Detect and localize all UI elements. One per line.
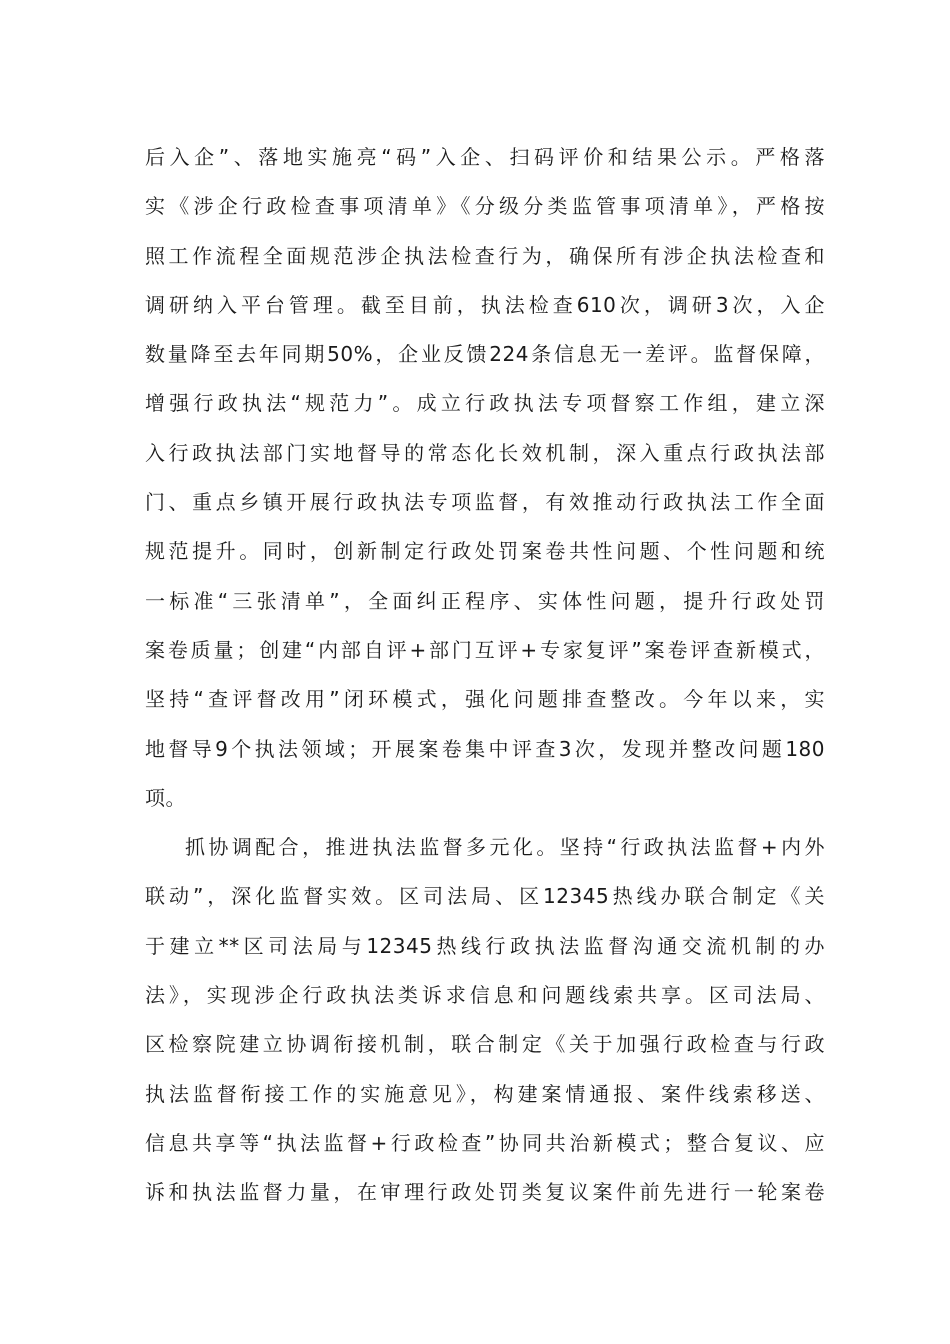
body-text: [145, 133, 825, 1218]
paragraph-2-line: 执法监督衔接工作的实施意见》，构建案情通报、案件线索移送、: [145, 1081, 825, 1106]
paragraph-1-line: 调研纳入平台管理。截至目前，执法检查610次，调研3次，入企: [145, 292, 825, 317]
paragraph-2-line: 联动”，深化监督实效。区司法局、区12345热线办联合制定《关: [145, 884, 825, 909]
paragraph-1-line: 案卷质量；创建“内部自评+部门互评+专家复评”案卷评查新模式，: [145, 637, 825, 662]
paragraph-1-line: 规范提升。同时，创新制定行政处罚案卷共性问题、个性问题和统: [145, 539, 825, 564]
paragraph-2-line: 抓协调配合，推进执法监督多元化。坚持“行政执法监督+内外: [185, 835, 825, 860]
paragraph-1-line: 实《涉企行政检查事项清单》《分级分类监管事项清单》，严格按: [145, 194, 825, 219]
paragraph-1-line: 后入企”、落地实施亮“码”入企、扫码评价和结果公示。严格落: [145, 145, 825, 169]
paragraph-1-line: 入行政执法部门实地督导的常态化长效机制，深入重点行政执法部: [145, 440, 825, 465]
paragraph-2-line: 信息共享等“执法监督+行政检查”协同共治新模式；整合复议、应: [145, 1130, 825, 1155]
paragraph-2-line: 法》，实现涉企行政执法类诉求信息和问题线索共享。区司法局、: [145, 983, 825, 1008]
paragraph-1-line: 数量降至去年同期50%，企业反馈224条信息无一差评。监督保障，: [145, 342, 825, 367]
paragraph-1-line: 坚持“查评督改用”闭环模式，强化问题排查整改。今年以来，实: [145, 687, 825, 712]
paragraph-2-line: 于建立**区司法局与12345热线行政执法监督沟通交流机制的办: [145, 933, 825, 958]
paragraph-1-line: 一标准“三张清单”，全面纠正程序、实体性问题，提升行政处罚: [145, 588, 825, 613]
paragraph-1-line: 照工作流程全面规范涉企执法检查行为，确保所有涉企执法检查和: [145, 243, 825, 268]
paragraph-1-line: 门、重点乡镇开展行政执法专项监督，有效推动行政执法工作全面: [145, 490, 825, 515]
paragraph-1-line: 增强行政执法“规范力”。成立行政执法专项督察工作组，建立深: [145, 391, 825, 416]
paragraph-1-line: 地督导9个执法领域；开展案卷集中评查3次，发现并整改问题180: [145, 736, 825, 761]
paragraph-2-line: 诉和执法监督力量，在审理行政处罚类复议案件前先进行一轮案卷: [145, 1180, 825, 1205]
paragraph-2-line: 区检察院建立协调衔接机制，联合制定《关于加强行政检查与行政: [145, 1032, 825, 1057]
paragraph-1-line: 项。: [145, 785, 186, 810]
